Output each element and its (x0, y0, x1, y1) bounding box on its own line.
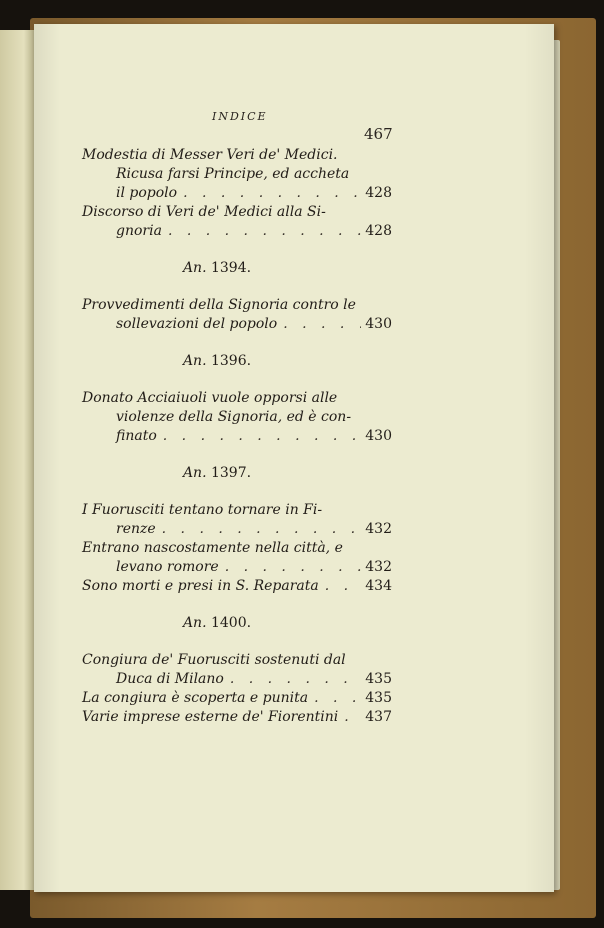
toc-entry-text: Sono morti e presi in S. Reparata (82, 578, 319, 594)
toc-entry-line (82, 708, 392, 727)
toc-entry-text: Donato Acciaiuoli vuole opporsi alle (82, 390, 338, 406)
toc-page-number: 428 (365, 185, 392, 201)
toc-entry-line (82, 146, 392, 165)
dot-leader (162, 222, 361, 241)
dot-leader (338, 708, 361, 727)
toc-entry-text: Ricusa farsi Principe, ed accheta (116, 166, 350, 182)
dot-leader (319, 577, 362, 596)
toc-entry-line (82, 296, 392, 315)
toc-page-number: 437 (365, 709, 392, 725)
toc-entry (82, 651, 392, 689)
year-heading (82, 259, 392, 278)
toc-entry-text: Varie imprese esterne de' Fiorentini (82, 709, 339, 725)
toc-page-number: 435 (365, 671, 392, 687)
toc-entry-line (82, 501, 392, 520)
toc-entry-line (82, 577, 392, 596)
toc-entry-line (82, 315, 392, 334)
toc-entry-line (82, 539, 392, 558)
toc-entry-line (82, 222, 392, 241)
year-value: 1397. (210, 465, 252, 481)
toc-entry-line (82, 427, 392, 446)
year-heading (82, 352, 392, 371)
toc-entry-line (82, 558, 392, 577)
toc-entry-text: La congiura è scoperta e punita (82, 690, 309, 706)
toc-entry (82, 577, 392, 596)
toc-entry-text: levano romore (116, 559, 219, 575)
toc-entry-text: Entrano nascostamente nella città, e (82, 540, 343, 556)
toc-entry-line (82, 520, 392, 539)
toc-entry-text: Duca di Milano (116, 671, 224, 687)
dot-leader (157, 427, 362, 446)
toc-entry-text: sollevazioni del popolo (116, 316, 278, 332)
year-value: 1394. (210, 260, 252, 276)
toc-page-number: 435 (365, 690, 392, 706)
year-prefix: An. (182, 353, 207, 369)
dot-leader (277, 315, 361, 334)
year-value: 1396. (210, 353, 252, 369)
toc-page-number: 430 (365, 316, 392, 332)
toc-entry-text: I Fuorusciti tentano tornare in Fi- (82, 502, 323, 518)
toc-entry-line (82, 184, 392, 203)
toc-entry (82, 689, 392, 708)
toc-entry-line (82, 203, 392, 222)
dot-leader (177, 184, 361, 203)
toc-entry-line (82, 389, 392, 408)
year-prefix: An. (182, 260, 207, 276)
page-number: 467 (364, 125, 393, 143)
toc-entry-text: Modestia di Messer Veri de' Medici. (82, 147, 338, 163)
toc-entry (82, 203, 392, 241)
year-value: 1400. (210, 615, 252, 631)
toc-entry (82, 539, 392, 577)
toc-page-number: 428 (365, 223, 392, 239)
toc-entry-text: il popolo (116, 185, 178, 201)
facing-page-edge (0, 30, 35, 890)
dot-leader (219, 558, 362, 577)
year-prefix: An. (182, 465, 207, 481)
year-prefix: An. (182, 615, 207, 631)
toc-entry-text: Discorso di Veri de' Medici alla Si- (82, 204, 326, 220)
toc-entry-text: gnoria (116, 223, 162, 239)
toc-entry-line (82, 651, 392, 670)
toc-page-number: 432 (365, 521, 392, 537)
toc-entry (82, 501, 392, 539)
toc-entry (82, 296, 392, 334)
toc-entry-text: renze (116, 521, 156, 537)
toc-page-number: 432 (365, 559, 392, 575)
dot-leader (308, 689, 361, 708)
table-of-contents (82, 146, 392, 727)
toc-entry-line (82, 689, 392, 708)
toc-entry (82, 146, 392, 203)
toc-entry (82, 389, 392, 446)
toc-page-number: 430 (365, 428, 392, 444)
toc-entry-line (82, 165, 392, 184)
toc-entry-text: Provvedimenti della Signoria contro le (82, 297, 356, 313)
year-heading (82, 464, 392, 483)
dot-leader (156, 520, 362, 539)
dot-leader (224, 670, 361, 689)
running-head: INDICE (212, 110, 268, 123)
toc-entry-line (82, 408, 392, 427)
toc-entry-text: violenze della Signoria, ed è con- (116, 409, 352, 425)
toc-entry-text: finato (116, 428, 157, 444)
toc-entry-text: Congiura de' Fuorusciti sostenuti dal (82, 652, 346, 668)
toc-entry-line (82, 670, 392, 689)
year-heading (82, 614, 392, 633)
toc-page-number: 434 (365, 578, 392, 594)
toc-entry (82, 708, 392, 727)
